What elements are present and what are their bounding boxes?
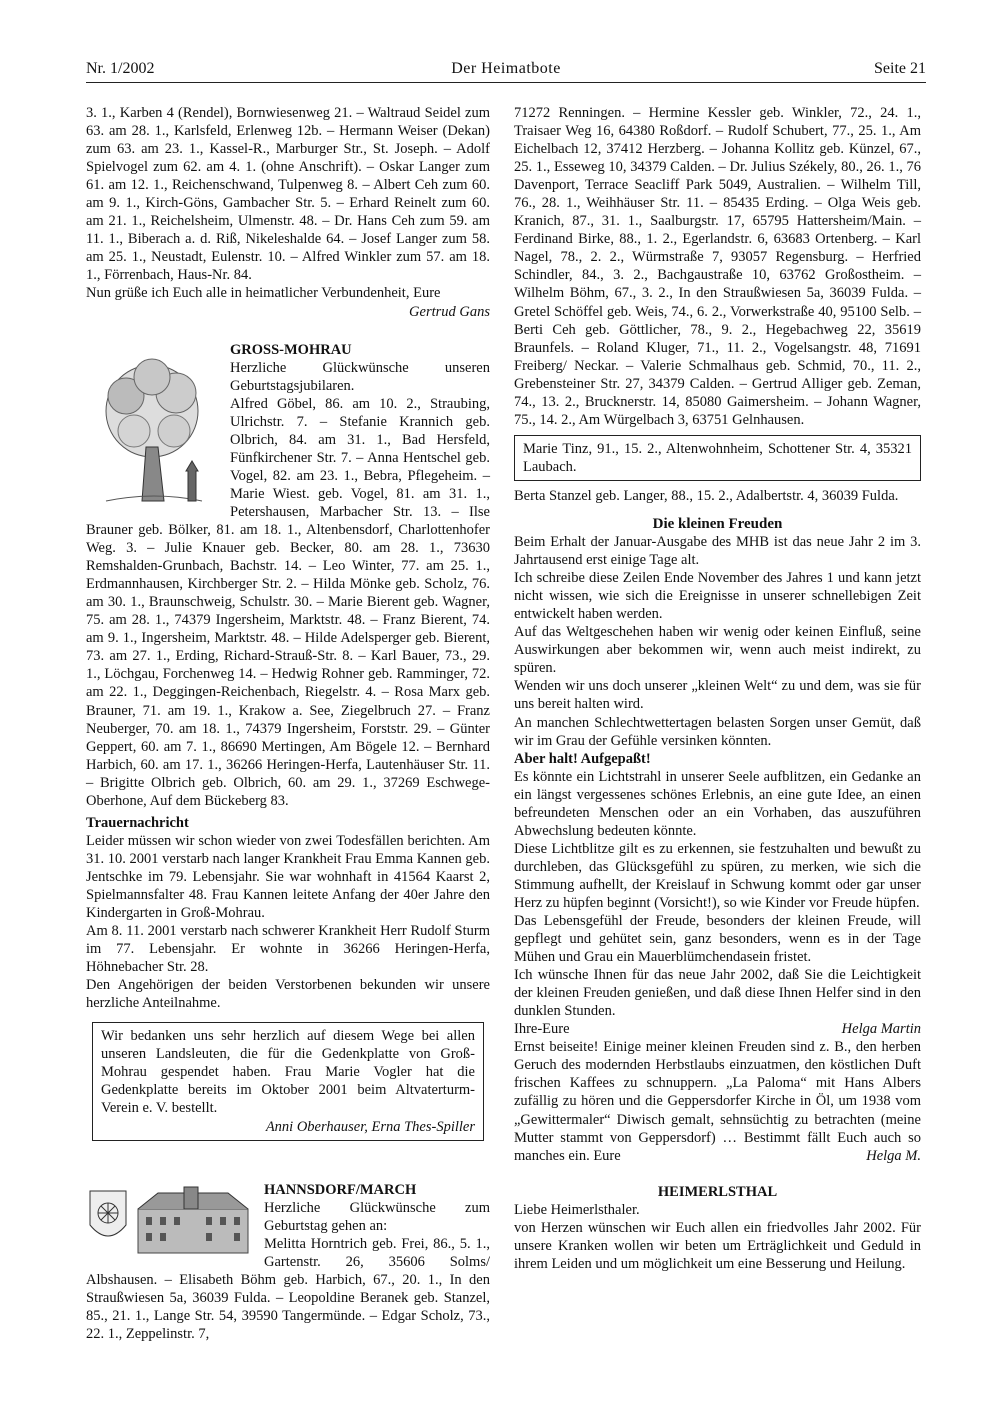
freuden-closing-line — [514, 1020, 921, 1038]
gross-mohrau-greeting: Herzliche Glückwünsche unseren Geburtstagsjubilaren. — [230, 359, 490, 394]
freuden-paragraph-2: Ich schreibe diese Zeilen Ende November des Jahres 1 und kann jetzt nicht wissen, wie sich die Ereignisse in unserer schnellebigen Zeit entwickelt haben werden. — [514, 570, 921, 623]
freuden-heading: Die kleinen Freuden — [652, 515, 783, 532]
hannsdorf-heading: HANNSDORF/MARCH — [264, 1181, 417, 1198]
freuden-paragraph-6: Aber halt! Aufgepaßt! — [514, 750, 651, 767]
page-number: Seite 21 — [874, 60, 926, 77]
thank-you-text: Wir bedanken uns sehr herzlich auf diesem Wege bei allen unseren Landsleuten, die für die Gedenkplatte von Groß-Mohrau gespendet haben. Frau Marie Vogler hat die Gedenkplatte bereits im Oktober 2001 beim Altvaterturm-Verein e. V. bestellt. — [101, 1028, 475, 1117]
intro-signature: Gertrud Gans — [409, 303, 490, 320]
gross-mohrau-list: Alfred Göbel, 86. am 10. 2., Straubing, Ulrichstr. 7. – Stefanie Krannich geb. Olbrich, 84. am 31. 1., Bad Hersfeld, Fünfkirchener Str. 7. – Anna Hentschel geb. Vogel, 82. am 23. 1., Bebra, Pflegeheim. – Marie Wiest. geb. Vogel, 81. am 31. 1., Petershausen, Marbacher Str. 13. – Ilse Brauner geb. Bölker, 81. am 18. 1., Altenbensdorf, Charlottenhofer Weg. 3. – Julie Knauer geb. Becker, 80. am 28. 1., 73630 Remshalden-Grunbach, Bachstr. 14. – Leo Winter, 77. am 25. 1., Erdmannhausen, Kirchberger Str. 2. – Hilda Mönke geb. Scholz, 76. am 30. 1., Braunschweig, Schulstr. 30. – Marie Bierent geb. Wagner, 75. am 28. 1., 74379 Ingersheim, Marktstr. 48. – Franz Bierent, 74. am 9. 1., Ingersheim, Marktstr. 48. – Hilde Adelsperger geb. Bierent, 73. am 27. 1., Erding, Richard-Strauß-Str. 8. – Karl Bauer, 73., 29. 1., Löchgau, Forchenweg 14. – Hedwig Rohner geb. Ramminger, 72. am 22. 1., Deggingen-Reichenbach, Riegelstr. 4. – Rosa Marx geb. Brauner, 71. am 19. 1., Krakow a. See, Ziegelbruch 27. – Franz Neuberger, 70. am 18. 1., 74379 Ingersheim, Forststr. 29. – Günter Geppert, 60. am 7. 1., 86690 Mertingen, Am Bögele 12. – Bernhard Harbich, 60. am 17. 1., 36266 Heringen-Herfa, Lautenhäuser Str. 11. – Brigitte Olbrich geb. Olbrich, 60. am 29. 1., 37269 Eschwege-Oberhone, Auf dem Bückeberg 83. — [86, 395, 490, 809]
freuden-paragraph-7: Es könnte ein Lichtstrahl in unserer Seele aufblitzen, ein Gedanke an ein längst vergessenes schönes Erlebnis, an eine gute Idee, an einen befreundeten Menschen oder an ein Vorhaben, das auszuführen Abwechslung bedeuten könnte. — [514, 768, 921, 839]
issue-number: Nr. 1/2002 — [86, 60, 155, 77]
freuden-signature-2: Helga M. — [866, 1147, 921, 1164]
trauer-heading: Trauernachricht — [86, 814, 189, 831]
left-column — [86, 104, 490, 1343]
publication-title: Der Heimatbote — [451, 60, 561, 77]
birthday-continuation: 71272 Renningen. – Hermine Kessler geb. Winkler, 72., 24. 1., Traisaer Weg 16, 64380 Roßdorf. – Rudolf Schubert, 77., 25. 1., Am Eichelbach 12, 37412 Herzberg. – Johanna Kollitz geb. Künzel, 67., 25. 1., Esseweg 10, 34379 Calden. – Dr. Julius Székely, 80., 26. 1., 76 Davenport, Terrace Seacliff Park 5049, Australien. – Wilhelm Till, 76., 28. 1., Weihhäuser Str. 11. – 85435 Erding. – Olga Weis geb. Kranich, 87., 31. 1., Saalburgstr. 17, 65795 Hattersheim/Main. – Ferdinand Birke, 88., 1. 2., Egerlandstr. 6, 63683 Ortenberg. – Karl Nagel, 78., 2. 2., Würmstraße 7, 93057 Regensburg. – Herfried Schindler, 84., 3. 2., Bachgaustraße 10, 63762 Großostheim. – Wilhelm Böhm, 67., 3. 2., In den Straußwiesen 5a, 36039 Fulda. – Gretel Schöffel geb. Weis, 74., 6. 2., Vorwerkstraße 40, 95100 Selb. – Berti Ceh geb. Göttlicher, 78., 9. 2., Hegebachweg 22, 35619 Braunfels. – Roland Kluger, 71., 11. 2., Vogelsangstr. 48, 71691 Freiberg/ Neckar. – Valerie Schmalhaus geb. Schmid, 70., 11. 2., Grebensteiner Str. 27, 34379 Calden. – Gertrud Alliger geb. Zeman, 74., 13. 2., Brucknerstr. 14, 85080 Gaimersheim. – Johann Wagner, 75., 14. 2., Am Würgelbach 3, 63751 Gelnhausen. — [514, 105, 921, 428]
trauer-paragraph-1: Leider müssen wir schon wieder von zwei Todesfällen berichten. Am 31. 10. 2001 verstarb nach langer Krankheit Frau Emma Kannen geb. Jentschke im 79. Lebensjahr. Sie war wohnhaft in 41564 Kaarst 2, Spielmannsfalter 48. Frau Kannen leitete Anfang der 40er Jahre den Kindergarten in Groß-Mohrau. — [86, 832, 490, 922]
freuden-paragraph-4: Wenden wir uns doch unserer „kleinen Welt“ zu und dem, was sie für uns bereit halten wird. — [514, 678, 921, 713]
freuden-paragraph-9: Das Lebensgefühl der Freude, besonders der kleinen Freude, will gepflegt und gehütet sein, ganz besonders, wenn es in der Tage Mühen und Grau ein Mauerblümchendasein fristet. — [514, 913, 921, 966]
thank-you-box — [92, 1022, 484, 1140]
heimerlsthal-paragraph-2: von Herzen wünschen wir Euch allen ein friedvolles Jahr 2002. Für unsere Kranken wollen wir beten um Erträglichkeit und Geduld in ihrem Leiden und um möglichkeit um eine Besserung und Heilung. — [514, 1219, 921, 1272]
hannsdorf-illustration — [86, 1185, 256, 1261]
freuden-paragraph-11 — [514, 1038, 921, 1164]
page-header — [86, 56, 926, 83]
freuden-paragraph-10: Ich wünsche Ihnen für das neue Jahr 2002, daß Sie die Leichtigkeit der kleinen Freuden genießen, und daß diese Ihnen Helfer sind in den dunklen Stunden. — [514, 967, 921, 1020]
freuden-paragraph-1: Beim Erhalt der Januar-Ausgabe des MHB ist das neue Jahr 2 im 3. Jahrtausend erst einige Tage alt. — [514, 534, 921, 569]
tree-illustration — [86, 351, 222, 519]
freuden-paragraph-8: Diese Lichtblitze gilt es zu erkennen, sie festzuhalten und bewußt zu durchleben, das Glücksgefühl zu spüren, zu merken, wie sich die Stimmung aufhellt, der Kreislauf in Schwung kommt oder gar unser Herz zu hüpfen beginnt (Vorsicht!), so wie Kinder vor Freude hüpfen. — [514, 840, 921, 911]
freuden-paragraph-11-text: Ernst beiseite! Einige meiner kleinen Freuden sind z. B., den herben Geruch des modernden Herbstlaubs einzuatmen, den köstlichen Duft frischen Kaffees zu schnuppern. „La Paloma“ mit Hans Albers zufällig zu hören und die Geppersdorfer Kirche in Öl, um 1938 vom „Gewittermaler“ Diwisch gemalt, sehnsüchtig zu betrachten (meine Mutter stammt von Geppersdorf) … Bestimmt fällt Euch auch so manches ein. Eure — [514, 1039, 921, 1164]
trauer-paragraph-3: Den Angehörigen der beiden Verstorbenen bekunden wir unsere herzliche Anteilnahme. — [86, 977, 490, 1012]
marie-tinz-text: Marie Tinz, 91., 15. 2., Altenwohnheim, Schottener Str. 4, 35321 Laubach. — [523, 440, 912, 475]
freuden-signature: Helga Martin — [841, 1021, 921, 1038]
trauer-paragraph-2: Am 8. 11. 2001 verstarb nach schwerer Krankheit Herr Rudolf Sturm im 77. Lebensjahr. Er wohnte in 36266 Heringen-Herfa, Höhnebacher Str. 28. — [86, 923, 490, 976]
heimerlsthal-paragraph-1: Liebe Heimerlsthaler. — [514, 1201, 640, 1218]
thank-you-signature: Anni Oberhauser, Erna Thes-Spiller — [265, 1118, 475, 1135]
berta-stanzel-entry: Berta Stanzel geb. Langer, 88., 15. 2., Adalbertstr. 4, 36039 Fulda. — [514, 487, 899, 504]
right-column — [514, 104, 921, 1273]
freuden-paragraph-5: An manchen Schlechtwettertagen belasten Sorgen unser Gemüt, daß wir im Grau der Gefühle versinken könnten. — [514, 714, 921, 749]
marie-tinz-box — [514, 435, 921, 481]
freuden-paragraph-3: Auf das Weltgeschehen haben wir wenig oder keinen Einfluß, seine Auswirkungen aber bekommen wir, wenn auch meist indirekt, zu spüren. — [514, 624, 921, 677]
intro-paragraph: 3. 1., Karben 4 (Rendel), Bornwiesenweg 21. – Waltraud Seidel zum 63. am 28. 1., Karlsfeld, Erlenweg 12b. – Hermann Weiser (Dekan) zum 63. am 23. 1., Kassel-R., Marburger Str., St. Joseph. – Adolf Spielvogel zum 62. am 4. 1. (ohne Anschrift). – Oskar Langer zum 61. am 12. 1., Reichenschwand, Tulpenweg 8. – Albert Ceh zum 60. am 9. 1., Kirch-Göns, Gambacher Str. 5. – Erhard Reinelt zum 60. am 21. 1., Reichelsheim, Ulmenstr. 48. – Dr. Hans Ceh zum 59. am 11. 1., Biberach a. d. Riß, Nikeleshalde 64. – Josef Langer zum 58. am 25. 1., Neustadt, Eulenstr. 10. – Alfred Winkler zum 57. am 18. 1., Förrenbach, Haus-Nr. 84. — [86, 105, 490, 284]
hannsdorf-greeting: Herzliche Glückwünsche zum Geburtstag gehen an: — [264, 1199, 490, 1234]
hannsdorf-list: Melitta Horntrich geb. Frei, 86., 5. 1., Gartenstr. 26, 35606 Solms/ Albshausen. – Elisabeth Böhm geb. Harbich, 67., 20. 1., In den Straußwiesen 5a, 36039 Fulda. – Leopoldine Beranek geb. Stanzel, 85., 21. 1., Lange Str. 54, 39590 Tangermünde. – Edgar Scholz, 73., 22. 1., Zeppelinstr. 7, — [86, 1235, 490, 1342]
heimerlsthal-heading: HEIMERLSTHAL — [657, 1183, 778, 1200]
freuden-closing: Ihre-Eure — [514, 1021, 570, 1038]
gross-mohrau-heading: GROSS-MOHRAU — [230, 341, 352, 358]
intro-closing: Nun grüße ich Euch alle in heimatlicher Verbundenheit, Eure — [86, 285, 441, 302]
